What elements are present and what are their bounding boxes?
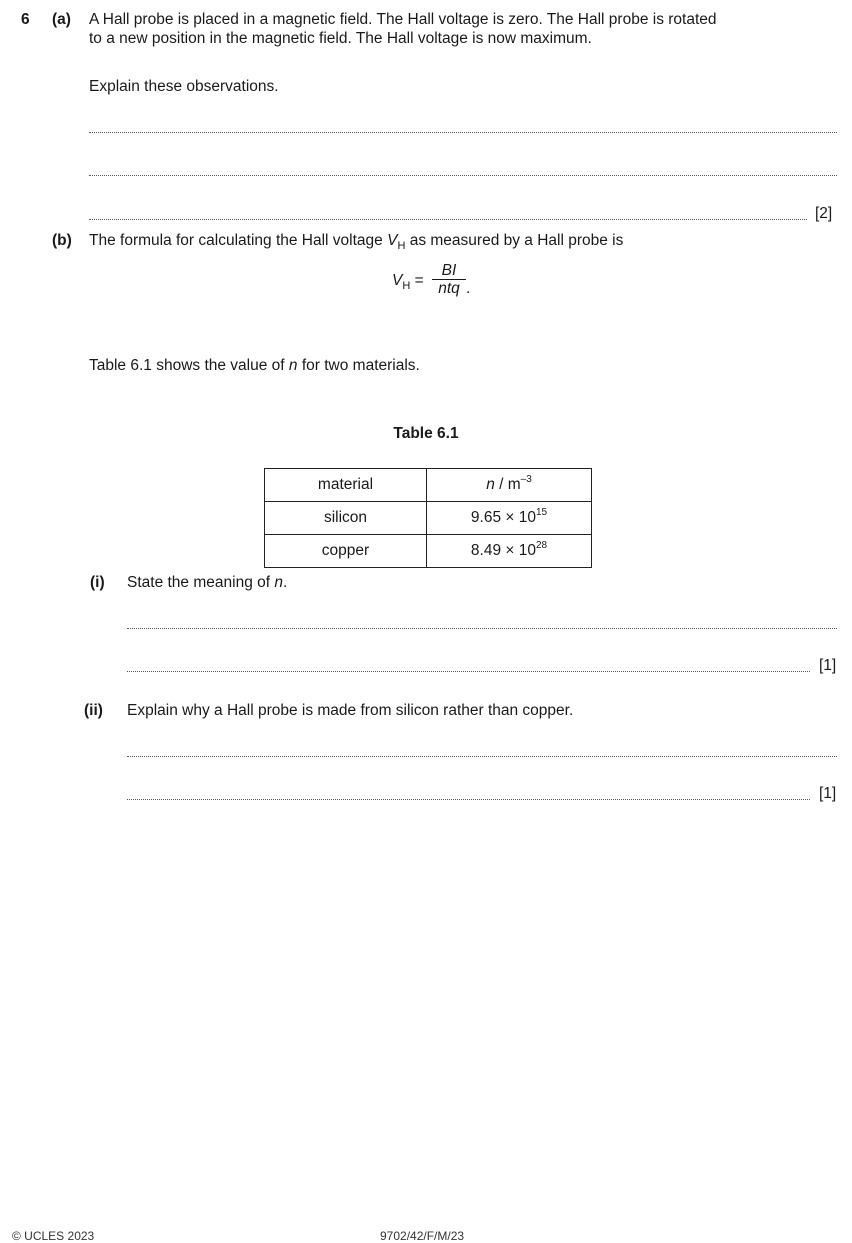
header-n	[427, 469, 592, 502]
row-copper-material: copper	[265, 535, 427, 568]
answer-line-a3[interactable]	[89, 219, 807, 220]
row-silicon-exp: 15	[535, 507, 548, 518]
answer-line-i1[interactable]	[127, 628, 837, 629]
header-material: material	[265, 469, 427, 502]
part-ii-prompt: Explain why a Hall probe is made from silicon rather than copper.	[127, 702, 574, 719]
row-copper-exp: 28	[535, 540, 548, 551]
part-b-intro-after: as measured by a Hall probe is	[405, 232, 624, 249]
row-silicon-n	[427, 502, 592, 535]
footer-code: 9702/42/F/M/23	[380, 1229, 465, 1243]
part-a-mark: [2]	[815, 205, 833, 222]
part-a-prompt: Explain these observations.	[89, 78, 279, 95]
table-intro	[89, 356, 420, 375]
part-i-mark: [1]	[819, 657, 837, 674]
part-ii-label: (ii)	[84, 702, 103, 719]
table-row	[265, 502, 592, 535]
formula-fraction	[432, 262, 466, 298]
header-n-unit: / m	[494, 476, 521, 493]
header-n-exp: –3	[520, 474, 532, 485]
header-n-symbol: n	[486, 476, 495, 493]
part-ii-mark: [1]	[819, 785, 837, 802]
table-row	[265, 535, 592, 568]
part-a-text-line2: to a new position in the magnetic field. The Hall voltage is now maximum.	[89, 30, 592, 47]
formula-numerator: BI	[432, 262, 466, 280]
part-b-label: (b)	[52, 232, 72, 249]
part-b-intro	[89, 231, 623, 250]
table-intro-before: Table 6.1 shows the value of	[89, 357, 289, 374]
answer-line-a1[interactable]	[89, 132, 837, 133]
table-intro-after: for two materials.	[297, 357, 420, 374]
part-a-label: (a)	[52, 11, 71, 28]
row-silicon-material: silicon	[265, 502, 427, 535]
answer-line-ii1[interactable]	[127, 756, 837, 757]
part-i-label: (i)	[90, 574, 105, 591]
row-copper-mantissa: 8.49 × 10	[470, 542, 536, 559]
part-b-intro-before: The formula for calculating the Hall voltage	[89, 232, 388, 249]
formula-lhs-symbol: V	[392, 272, 403, 289]
part-i-prompt-before: State the meaning of	[127, 574, 275, 591]
formula-equals: =	[410, 272, 428, 289]
answer-line-i2[interactable]	[127, 671, 810, 672]
part-i-prompt-symbol: n	[274, 574, 283, 591]
formula-trailing: .	[466, 280, 471, 297]
part-a-text-line1: A Hall probe is placed in a magnetic field. The Hall voltage is zero. The Hall probe is rotated	[89, 11, 717, 28]
formula-lhs-sub: H	[402, 280, 411, 292]
table-intro-symbol: n	[288, 357, 298, 374]
answer-line-a2[interactable]	[89, 175, 837, 176]
part-i-prompt	[127, 573, 287, 592]
footer-copyright: © UCLES 2023	[12, 1229, 95, 1243]
part-b-intro-sub: H	[397, 240, 406, 252]
row-copper-n	[427, 535, 592, 568]
answer-line-ii2[interactable]	[127, 799, 810, 800]
row-silicon-mantissa: 9.65 × 10	[470, 509, 536, 526]
formula-denominator: ntq	[438, 280, 460, 297]
part-i-prompt-after: .	[282, 574, 288, 591]
table-caption: Table 6.1	[393, 425, 459, 442]
question-number: 6	[21, 11, 30, 28]
part-b-intro-symbol: V	[387, 232, 398, 249]
formula-lhs	[392, 272, 428, 290]
table-6-1	[264, 468, 592, 568]
table-header-row	[265, 469, 592, 502]
